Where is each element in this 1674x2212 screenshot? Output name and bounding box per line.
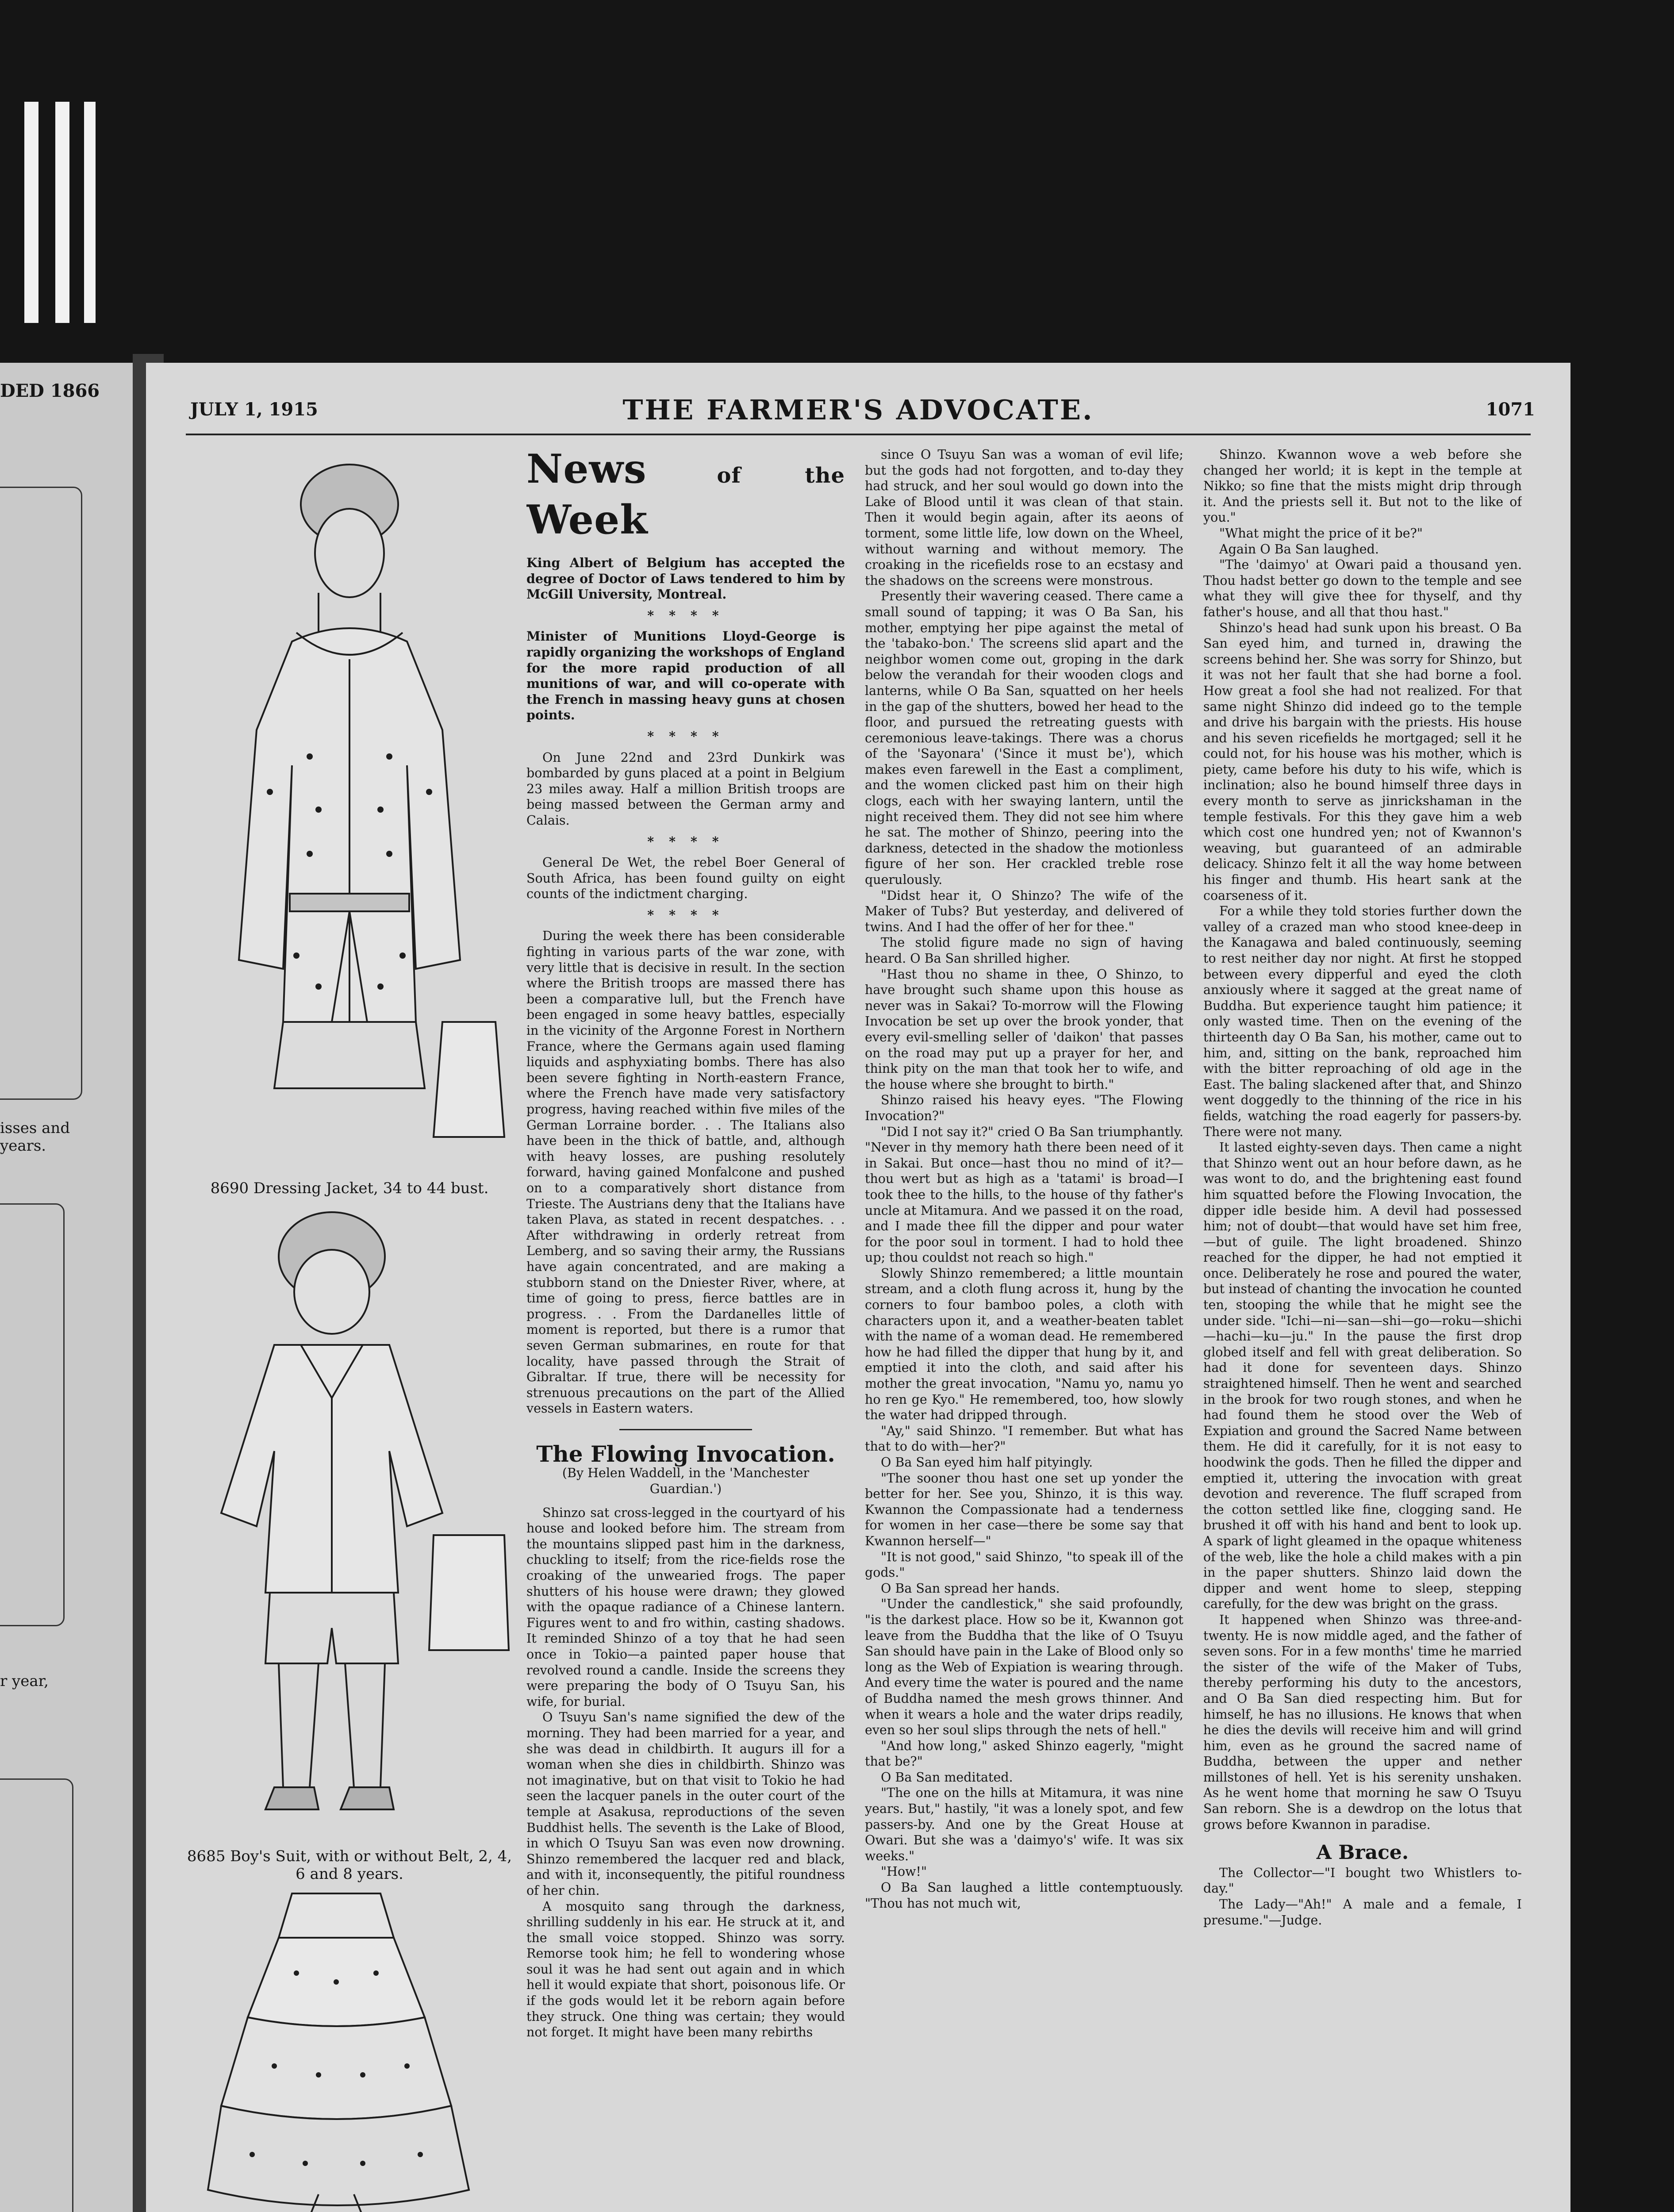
news-item-text: King Albert of Belgium has accepted the degree of Doctor of Laws tendered to him by McGill University, Montreal. <box>526 555 845 602</box>
story-paragraph: A mosquito sang through the darkness, shrilling suddenly in his ear. He struck at it, and the small voice stopped. Shinzo was sorry. Remorse took him; he fell to wondering whose soul it was he had sent out again and in which hell it would expiate that short, poisonous life. Or if the gods would let it be reborn again before they struck. One thing was certain; they would not forget. It might have been many rebirths <box>526 1899 845 2040</box>
news-item-text: Minister of Munitions Lloyd-George is rapidly organizing the workshops of England for the more rapid production of all munitions of war, and will co-operate with the French in massing heavy guns at chosen points. <box>526 629 845 723</box>
header-rule <box>186 434 1531 435</box>
story-paragraph: "It is not good," said Shinzo, "to speak ill of the gods." <box>865 1549 1183 1580</box>
story-paragraph: O Ba San eyed him half pityingly. <box>881 1455 1093 1470</box>
news-heading-word: Week <box>526 496 648 543</box>
story-paragraph: "Under the candlestick," she said profoundly, "is the darkest place. How so be it, Kwannon got leave from the Buddha that the like of O Tsuyu San should have pain in the Lake of Blood only so long as the Web of Expiation is wearing through. And every time the water is poured and the name of Buddha named the mesh grows thinner. And when it wears a hole and the water drips readily, even so her soul slips through the nets of hell." <box>865 1597 1183 1738</box>
story-title: The Flowing Invocation. <box>536 1440 835 1467</box>
brace-title: A Brace. <box>1316 1841 1409 1864</box>
story-byline: (By Helen Waddell, in the 'Manchester Guardian.') <box>562 1466 810 1497</box>
figure-caption: 8690 Dressing Jacket, 34 to 44 bust. <box>210 1179 489 1197</box>
separator-stars: * * * * <box>647 907 724 922</box>
story-paragraph: "What might the price of it be?" <box>1219 526 1423 541</box>
previous-page-illustration <box>0 487 82 1100</box>
news-item <box>526 855 845 902</box>
figure-three-flounce-skirt <box>186 1885 513 2212</box>
story-paragraph: Again O Ba San laughed. <box>1219 541 1379 557</box>
separator-stars: * * * * <box>647 728 724 744</box>
separator-stars: * * * * <box>647 833 724 849</box>
three-flounce-skirt-illustration <box>186 1885 513 2212</box>
news-item <box>526 555 845 603</box>
story-paragraph: It happened when Shinzo was three-and-twenty. He is now middle aged, and the father of seven sons. For in a few months' time he married the sister of the wife of the Maker of Tubs, thereby performing his duty to the ancestors, and O Ba San died respecting him. But for himself, he has no illusions. He knows that when he dies the devils will receive him and will grind him, even as he ground the sacred name of Buddha, between the upper and nether millstones of hell. Yet is his serenity unshaken. As he went home that morning he saw O Tsuyu San reborn. She is a dewdrop on the lotus that grows before Kwannon in paradise. <box>1203 1612 1522 1832</box>
previous-page-fragment: r year, <box>0 1672 49 1690</box>
film-mark <box>55 102 69 323</box>
story-paragraph: "The sooner thou hast one set up yonder the better for her. See you, Shinzo, it is this way. Kwannon the Compassionate had a tenderness for women in her case—there be some say that Kwannon herself—" <box>865 1471 1183 1548</box>
previous-page-header: DED 1866 <box>0 380 100 401</box>
previous-page-fragment: isses and <box>0 1119 70 1137</box>
story-paragraph: since O Tsuyu San was a woman of evil life; but the gods had not forgotten, and to-day they had struck, and her soul would go down into the Lake of Blood until it was clean of that stain. Then it would begin again, after its aeons of torment, some little life, low down on the Wheel, without warning and without memory. The croaking in the ricefields rose to an ecstasy and the shadows on the screens were monstrous. <box>865 447 1183 588</box>
magazine-title: THE FARMER'S ADVOCATE. <box>622 394 1094 426</box>
story-paragraph: "Didst hear it, O Shinzo? The wife of the Maker of Tubs? But yesterday, and delivered of twins. And I had the offer of her for thee." <box>865 888 1183 934</box>
news-item <box>526 629 845 723</box>
page-number: 1071 <box>1486 399 1535 420</box>
war-summary-text: During the week there has been considerable fighting in various parts of the war zone, with very little that is decisive in result. In the section where the British troops are massed there has been a comparative lull, but the French have been engaged in some heavy battles, especially in the vicinity of the Argonne Forest in Northern France, where the Germans again used flaming liquids and asphyxiating bombs. There has also been severe fighting in North-eastern France, where the French have made very satisfactory progress, having reached within five miles of the German Lorraine border. . . The Italians also have been in the thick of battle, and, although with heavy losses, are pushing resolutely forward, having gained Monfalcone and pushed on to a comparatively short distance from Trieste. The Austrians deny that the Italians have taken Plava, as stated in recent despatches. . . After withdrawing in orderly retreat from Lemberg, and so saving their army, the Russians have again concentrated, and are making a stubborn stand on the Dniester River, where, at time of going to press, fierce battles are in progress. . . From the Dardanelles little of moment is reported, but there is a rumor that seven German submarines, en route for that locality, have passed through the Strait of Gibraltar. If true, there will be necessity for strenuous precautions on the part of the Allied vessels in Eastern waters. <box>526 929 845 1416</box>
issue-date: JULY 1, 1915 <box>190 399 318 420</box>
story-paragraph: "The 'daimyo' at Owari paid a thousand yen. Thou hadst better go down to the temple and see what they will give thee for thyself, and thy father's house, and all that thou hast." <box>1203 557 1522 619</box>
boys-suit-illustration <box>186 1203 513 1845</box>
film-mark <box>84 102 96 323</box>
story-paragraph: Slowly Shinzo remembered; a little mountain stream, and a cloth flung across it, hung by the corners to four bamboo poles, a cloth with characters upon it, and a weather-beaten tablet with the name of a woman dead. He remembered how he had filled the dipper that hung by it, and emptied it into the cloth, and said after his mother the great invocation, "Namu yo, namu yo ho ren ge Kyo." He remembered, too, how slowly the water had dripped through. <box>865 1266 1183 1423</box>
text-column-2 <box>865 447 1183 2212</box>
previous-page <box>0 363 133 2212</box>
figure-caption: 8685 Boy's Suit, with or without Belt, 2, 4, 6 and 8 years. <box>187 1847 512 1883</box>
story-paragraph: "And how long," asked Shinzo eagerly, "might that be?" <box>865 1738 1183 1769</box>
previous-page-illustration <box>0 1778 73 2212</box>
text-column-1 <box>526 447 845 2212</box>
story-paragraph: It lasted eighty-seven days. Then came a night that Shinzo went out an hour before dawn, as he was wont to do, and the brightening east found him squatted before the Flowing Invocation, the dipper idle beside him. A devil had possessed him; not of doubt—that would have set him free,—but of guile. The light broadened. Shinzo reached for the dipper, he had not emptied it once. Deliberately he rose and poured the water, but instead of chanting the invocation he counted ten, stooping the while that he might see the under side. "Ichi—ni—san—shi—go—roku—shichi—hachi—ku—ju." In the pause the first drop globed itself and fell with great deliberation. So had it done for seventeen days. Shinzo straightened himself. Then he went and searched in the brook for two rough stones, and when he had found them he stood over the Web of Expiation and ground the Sacred Name between them. He did it carefully, for it is not easy to hoodwink the gods. Then he filled the dipper and emptied it, uttering the invocation with great devotion and reverence. The fluff scraped from the cotton settled like fine, clogging sand. He brushed it off with his hand and bent to look up. A spark of light gleamed in the opaque whiteness of the web, like the hole a child makes with a pin in the paper shutters. Shinzo laid down the dipper and went home to sleep, stepping carefully, for the dew was bright on the grass. <box>1203 1140 1522 1612</box>
story-paragraph: O Ba San spread her hands. <box>881 1581 1060 1596</box>
story-paragraph: "Ay," said Shinzo. "I remember. But what has that to do with—her?" <box>865 1423 1183 1454</box>
story-paragraph: Presently their wavering ceased. There came a small sound of tapping; it was O Ba San, his mother, emptying her pipe against the metal of the 'tabako-bon.' The screens slid apart and the neighbor women come out, groping in the dark below the verandah for their wooden clogs and lanterns, while O Ba San, squatted on her heels in the gap of the shutters, bowed her head to the floor, and pursued the retreating guests with ceremonious leave-takings. There was a chorus of the 'Sayonara' ('Since it must be'), which makes even farewell in the East a compliment, and the women clicked past him on their high clogs, each with her swaying lantern, until the night received them. They did not see him where he sat. The mother of Shinzo, peering into the darkness, detected in the shadow the motionless figure of her son. Her crackled treble rose querulously. <box>865 589 1183 887</box>
figure-dressing-jacket <box>186 447 513 1197</box>
news-heading-connector: of the <box>717 463 845 488</box>
story-paragraph: O Ba San laughed a little contemptuously. "Thou has not much wit, <box>865 1880 1183 1911</box>
news-heading-word: News <box>526 447 647 492</box>
story-paragraph: "How!" <box>881 1864 927 1879</box>
text-column-3 <box>1203 447 1522 2212</box>
news-item <box>526 750 845 829</box>
running-head <box>146 394 1570 429</box>
story-paragraph: "Did I not say it?" cried O Ba San triumphantly. "Never in thy memory hath there been need of it in Sakai. But once—hast thou no mind of it?—thou wert but as high as a 'tatami' is broad—I took thee to the hills, to the house of thy father's uncle at Mitamura. And we passed it on the road, and I made thee fill the dipper and pour water for the poor soul in torment. I had to hold thee up; thou couldst not reach so high." <box>865 1124 1183 1265</box>
film-mark <box>24 102 38 323</box>
dressing-jacket-illustration <box>186 447 513 1177</box>
magazine-page <box>146 363 1570 2212</box>
story-paragraph: Shinzo. Kwannon wove a web before she changed her world; it is kept in the temple at Nikko; so fine that the mists might drip through it. And the priests sell it. But not to the like of you." <box>1203 447 1522 525</box>
separator-stars: * * * * <box>647 607 724 623</box>
brace-text: The Lady—"Ah!" A male and a female, I presume."—Judge. <box>1203 1897 1522 1928</box>
story-paragraph: Shinzo's head had sunk upon his breast. O Ba San eyed him, and turned in, drawing the screens behind her. She was sorry for Shinzo, but it was not her fault that she had borne a fool. How great a fool she had not realized. For that same night Shinzo did indeed go to the temple and drive his bargain with the priests. His house and his seven ricefields he mortgaged; sell it he could not, for his house was his mother, which is piety, came before his duty to his wife, which is inclination; also he bound himself three days in every month to serve as jinrickshaman in the temple festivals. For this they gave him a web which cost one hundred yen; not of Kwannon's weaving, but guaranteed of an admirable delicacy. Shinzo felt it all the way home between his finger and thumb. His heart sank at the coarseness of it. <box>1203 620 1522 903</box>
story-paragraph: O Ba San meditated. <box>881 1770 1013 1785</box>
story-paragraph: The stolid figure made no sign of having heard. O Ba San shrilled higher. <box>865 935 1183 966</box>
story-paragraph: Shinzo sat cross-legged in the courtyard of his house and looked before him. The stream from the mountains slipped past him in the darkness, chuckling to itself; from the rice-fields rose the croaking of the unwearied frogs. The paper shutters of his house were drawn; they glowed with the opaque radiance of a Chinese lantern. Figures went to and fro within, casting shadows. It reminded Shinzo of a toy that he had seen once in Tokio—a painted paper house that revolved round a candle. Inside the screens they were preparing the body of O Tsuyu San, his wife, for burial. <box>526 1505 845 1709</box>
news-of-the-week-heading <box>526 447 845 542</box>
figure-boys-suit <box>186 1203 513 1883</box>
story-paragraph: "The one on the hills at Mitamura, it was nine years. But," hastily, "it was a lonely spot, and few passers-by. And one by the Great House at Owari. But she was a 'daimyo's' wife. It was six weeks." <box>865 1786 1183 1863</box>
news-item-text: General De Wet, the rebel Boer General of South Africa, has been found guilty on eight counts of the indictment charging. <box>526 855 845 902</box>
story-paragraph: For a while they told stories further down the valley of a crazed man who stood knee-deep in the Kanagawa and baled continuously, seeming to rest neither day nor night. At first he stopped between every dipperful and eyed the cloth anxiously where it sagged at the great name of Buddha. But experience taught him patience; it only wasted time. Then on the evening of the thirteenth day O Ba San, his mother, came out to him, and, sitting on the bank, reproached him with the bitter reproaching of old age in the East. The baling slackened after that, and Shinzo went doggedly to the thinning of the rice in his fields, watching the road eagerly for passers-by. There were not many. <box>1203 904 1522 1139</box>
story-paragraph: "Hast thou no shame in thee, O Shinzo, to have brought such shame upon this house as never was in Sakai? To-morrow will the Flowing Invocation be set up over the brook yonder, that every evil-smelling seller of 'daikon' that passes on the road may put up a prayer for her, and think pity on the man that took her to wife, and the house where she brought to birth." <box>865 967 1183 1092</box>
story-paragraph: O Tsuyu San's name signified the dew of the morning. They had been married for a year, and she was dead in childbirth. It augurs ill for a woman when she dies in childbirth. Shinzo was not imaginative, but on that visit to Tokio he had seen the lacquer panels in the outer court of the temple at Asakusa, reproductions of the seven Buddhist hells. The seventh is the Lake of Blood, in which O Tsuyu San was even now drowning. Shinzo remembered the lacquer red and black, and with it, inconsequently, the pitiful roundness of her chin. <box>526 1710 845 1898</box>
fashion-figures <box>186 447 513 2212</box>
story-paragraph: Shinzo raised his heavy eyes. "The Flowing Invocation?" <box>865 1093 1183 1123</box>
news-war-summary <box>526 928 845 1416</box>
news-item-text: On June 22nd and 23rd Dunkirk was bombarded by guns placed at a point in Belgium 23 miles away. Half a million British troops are being massed between the German army and Calais. <box>526 750 845 828</box>
section-rule <box>619 1429 752 1430</box>
previous-page-illustration <box>0 1203 65 1626</box>
previous-page-fragment: years. <box>0 1137 46 1155</box>
brace-text: The Collector—"I bought two Whistlers to-day." <box>1203 1865 1522 1896</box>
